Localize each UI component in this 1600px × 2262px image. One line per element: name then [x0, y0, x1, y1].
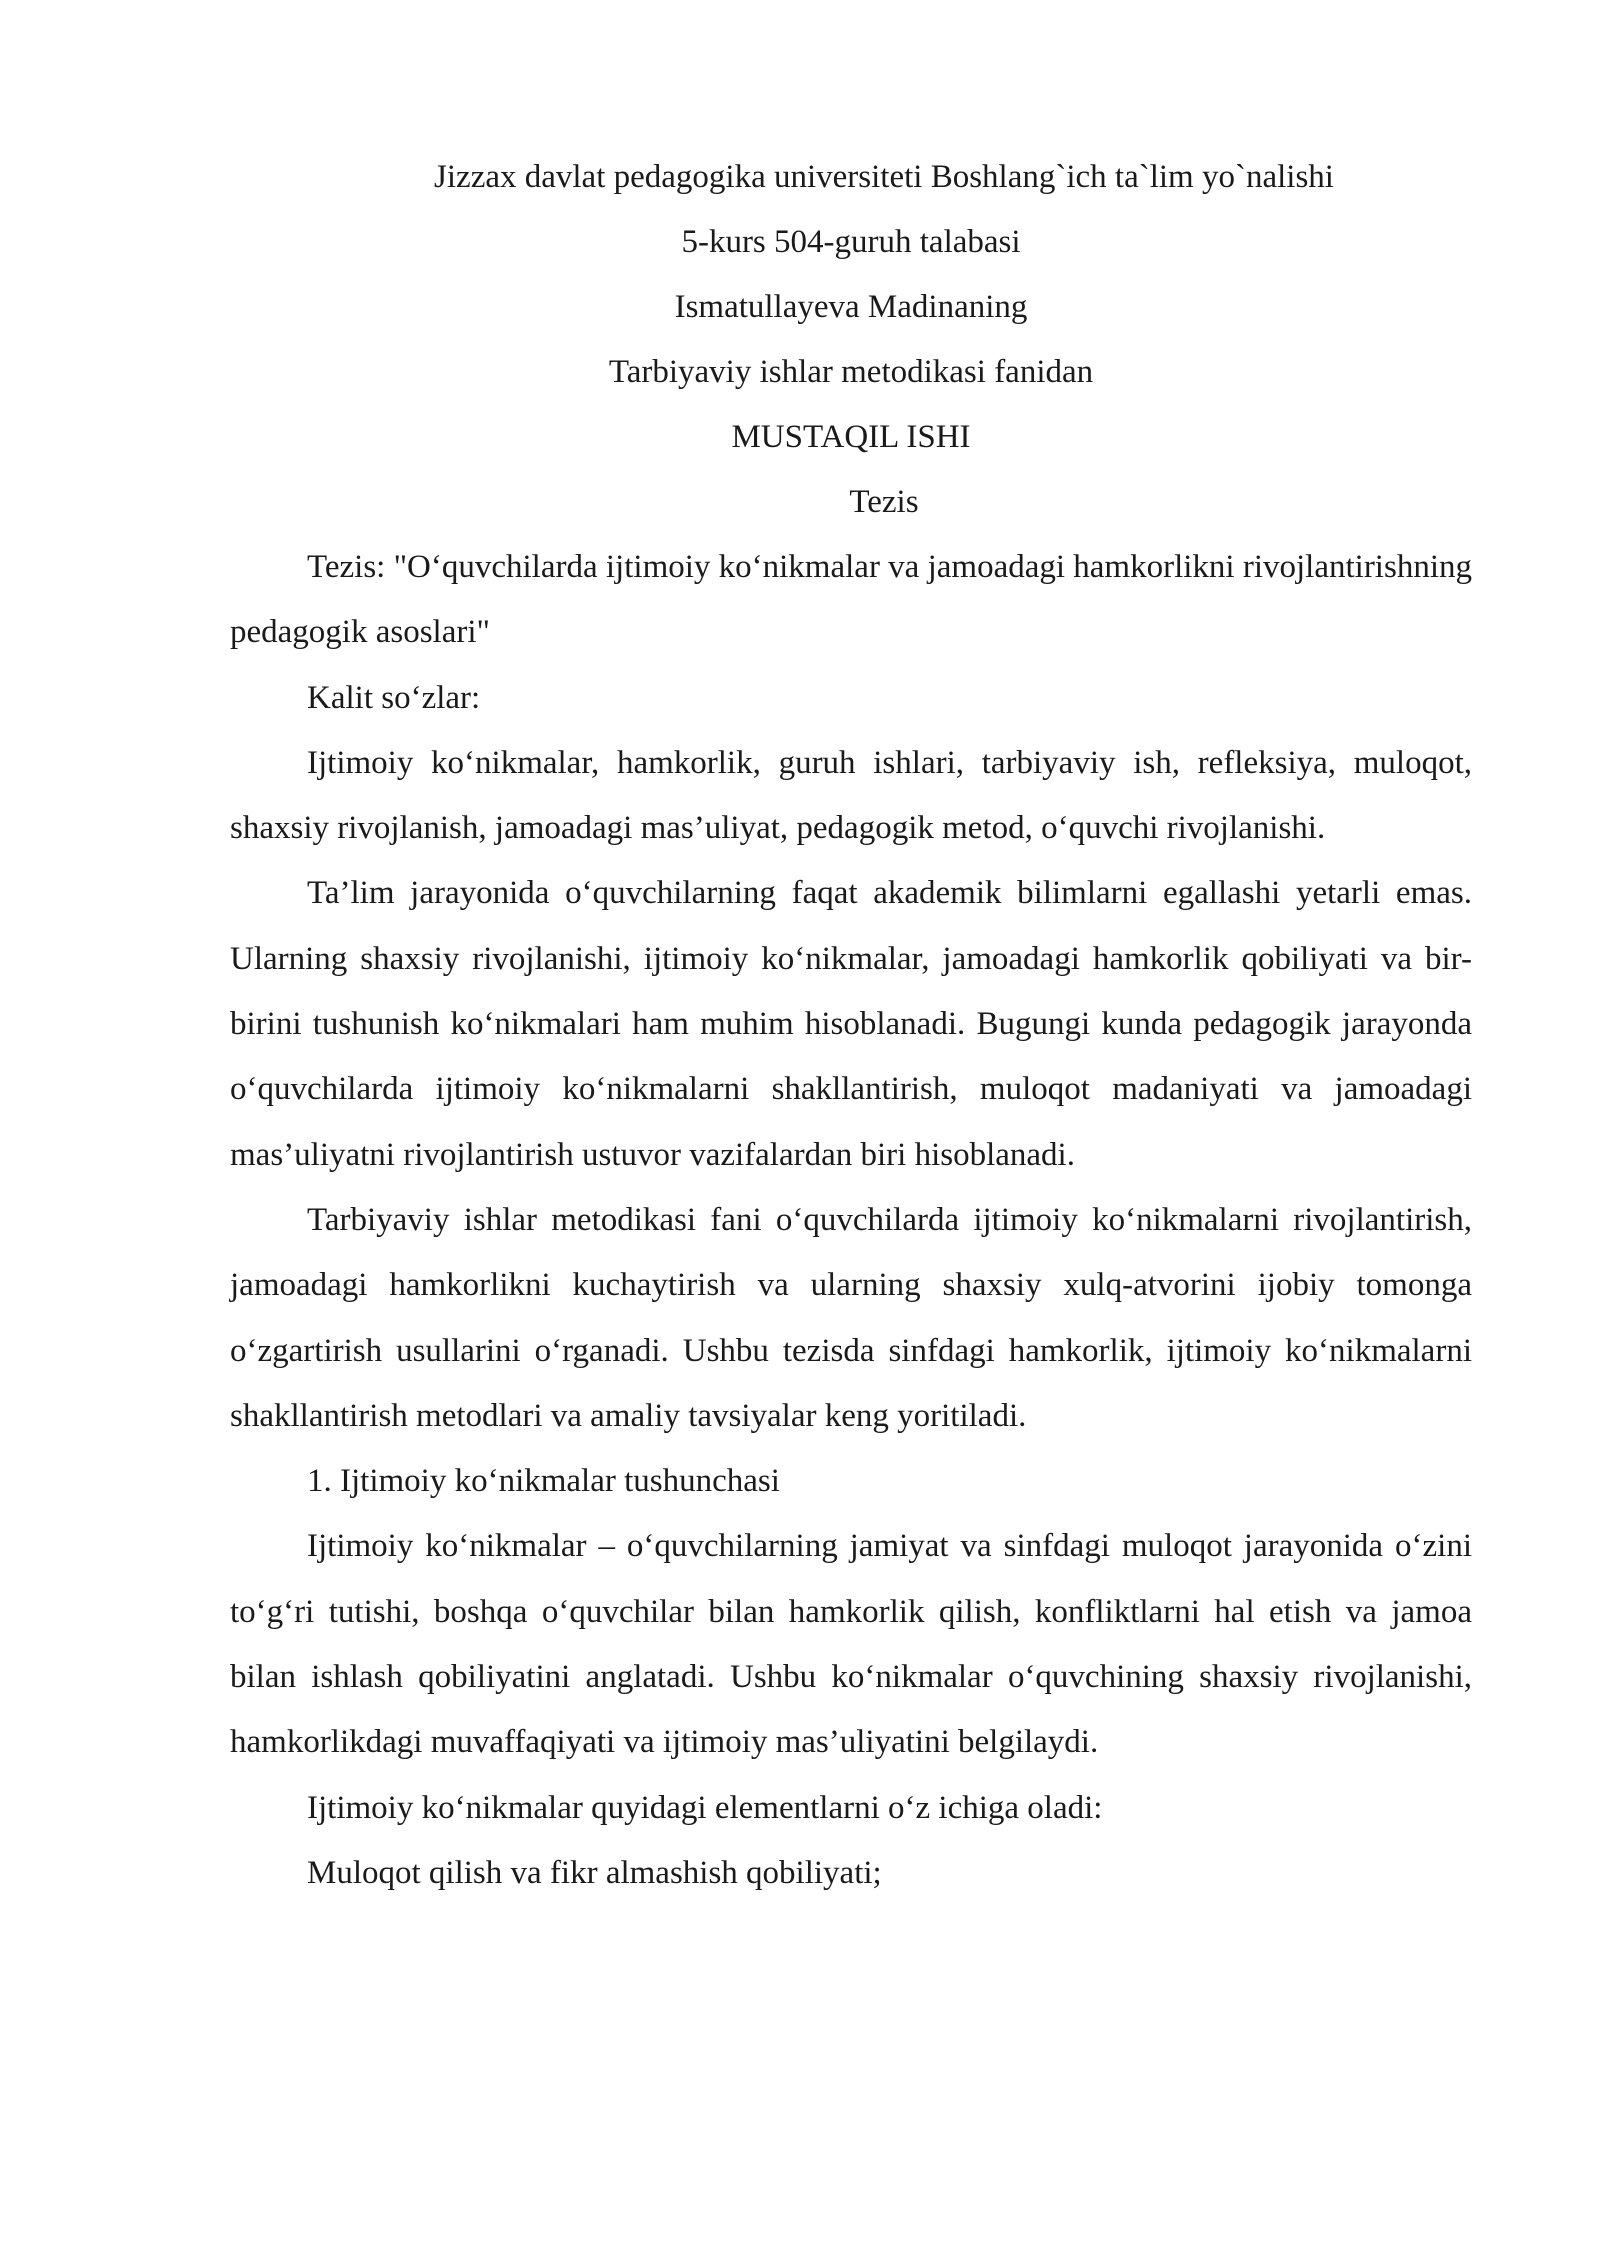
student-name: Ismatullayeva Madinaning: [674, 289, 1028, 325]
thesis-title: Tezis: "O‘quvchilarda ijtimoiy ko‘nikmalar va jamoadagi hamkorlikni rivojlantirishning pedagogik asoslari": [230, 549, 1472, 651]
paragraph-methodology: Tarbiyaviy ishlar metodikasi fani o‘quvchilarda ijtimoiy ko‘nikmalarni rivojlantirish, jamoadagi hamkorlikni kuchaytirish va ularning shaxsiy xulq-atvorini ijobiy tomonga o‘zgartirish usullarini o‘rganadi. Ushbu tezisda sinfdagi hamkorlik, ijtimoiy ko‘nikmalarni shakllantirish metodlari va amaliy tavsiyalar keng yoritiladi.: [230, 1201, 1472, 1434]
work-type-title: MUSTAQIL ISHI: [731, 419, 971, 455]
student-group: 5-kurs 504-guruh talabasi: [681, 224, 1021, 260]
section-label: Tezis: [849, 484, 919, 520]
subject-line: Tarbiyaviy ishlar metodikasi fanidan: [608, 354, 1094, 390]
section-1-title: 1. Ijtimoiy ko‘nikmalar tushunchasi: [307, 1463, 780, 1500]
elements-intro: Ijtimoiy ko‘nikmalar quyidagi elementlarni o‘z ichiga oladi:: [307, 1789, 1103, 1826]
keywords-label: Kalit so‘zlar:: [307, 679, 481, 716]
keywords-list: Ijtimoiy ko‘nikmalar, hamkorlik, guruh ishlari, tarbiyaviy ish, refleksiya, muloqot, shaxsiy rivojlanish, jamoadagi mas’uliyat, pedagogik metod, o‘quvchi rivojlanishi.: [230, 744, 1472, 847]
document-content: [230, 145, 1472, 1906]
paragraph-definition: Ijtimoiy ko‘nikmalar – o‘quvchilarning jamiyat va sinfdagi muloqot jarayonida o‘zini to‘g‘ri tutishi, boshqa o‘quvchilar bilan hamkorlik qilish, konfliktlarni hal etish va jamoa bilan ishlash qobiliyatini anglatadi. Ushbu ko‘nikmalar o‘quvchining shaxsiy rivojlanishi, hamkorlikdagi muvaffaqiyati va ijtimoiy mas’uliyatini belgilaydi.: [230, 1528, 1472, 1761]
university-line: Jizzax davlat pedagogika universiteti Boshlang`ich ta`lim yo`nalishi: [434, 159, 1334, 195]
element-item-1: Muloqot qilish va fikr almashish qobiliyati;: [307, 1854, 882, 1891]
paragraph-intro: Ta’lim jarayonida o‘quvchilarning faqat akademik bilimlarni egallashi yetarli emas. Ularning shaxsiy rivojlanishi, ijtimoiy ko‘nikmalar, jamoadagi hamkorlik qobiliyati va bir-birini tushunish ko‘nikmalari ham muhim hisoblanadi. Bugungi kunda pedagogik jarayonda o‘quvchilarda ijtimoiy ko‘nikmalarni shakllantirish, muloqot madaniyati va jamoadagi mas’uliyatni rivojlantirish ustuvor vazifalardan biri hisoblanadi.: [230, 875, 1472, 1173]
